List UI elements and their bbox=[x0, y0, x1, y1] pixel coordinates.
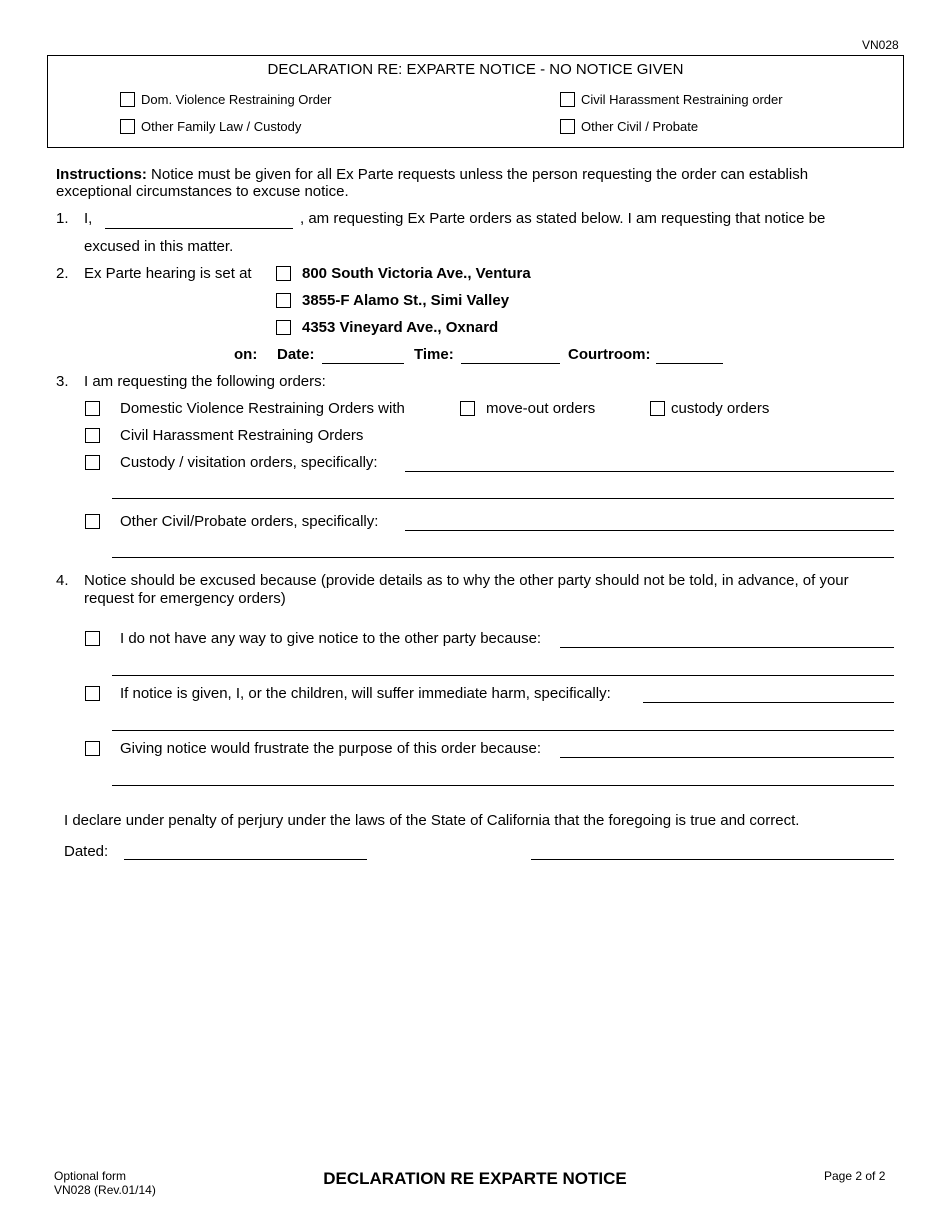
instructions-line2: exceptional circumstances to excuse notice. bbox=[56, 183, 349, 200]
civil-harassment-orders-checkbox[interactable] bbox=[85, 428, 100, 443]
oxnard-location: 4353 Vineyard Ave., Oxnard bbox=[302, 319, 499, 336]
civil-harassment-label: Civil Harassment Restraining order bbox=[581, 92, 783, 107]
footer-title: DECLARATION RE EXPARTE NOTICE bbox=[323, 1169, 627, 1188]
on-label: on: bbox=[234, 346, 258, 363]
custody-visitation-field[interactable] bbox=[405, 471, 894, 472]
custody-orders-label: custody orders bbox=[671, 400, 770, 417]
custody-visitation-checkbox[interactable] bbox=[85, 455, 100, 470]
footer-revision: VN028 (Rev.01/14) bbox=[54, 1183, 156, 1197]
dated-field[interactable] bbox=[124, 859, 367, 860]
simi-valley-location: 3855-F Alamo St., Simi Valley bbox=[302, 292, 510, 309]
form-title: DECLARATION RE: EXPARTE NOTICE - NO NOTICE GIVEN bbox=[267, 61, 684, 78]
item4-number: 4. bbox=[56, 572, 69, 589]
requester-name-field[interactable] bbox=[105, 228, 293, 229]
ventura-location: 800 South Victoria Ave., Ventura bbox=[302, 265, 531, 282]
hearing-time-field[interactable] bbox=[461, 363, 560, 364]
custody-visitation-field-2[interactable] bbox=[112, 498, 894, 499]
oxnard-checkbox[interactable] bbox=[276, 320, 291, 335]
civil-harassment-checkbox[interactable] bbox=[560, 92, 575, 107]
civil-harassment-orders-label: Civil Harassment Restraining Orders bbox=[120, 427, 364, 444]
item4-line1: Notice should be excused because (provide details as to why the other party should not be told, in advance, of your bbox=[84, 572, 849, 589]
custody-orders-checkbox[interactable] bbox=[650, 401, 665, 416]
footer-optional: Optional form bbox=[54, 1169, 127, 1183]
form-code: VN028 bbox=[862, 38, 899, 52]
item1-text-cont: excused in this matter. bbox=[84, 238, 234, 255]
frustrate-purpose-label: Giving notice would frustrate the purpose of this order because: bbox=[120, 740, 542, 757]
hearing-date-field[interactable] bbox=[322, 363, 404, 364]
no-way-label: I do not have any way to give notice to the other party because: bbox=[120, 630, 542, 647]
immediate-harm-checkbox[interactable] bbox=[85, 686, 100, 701]
hearing-label: Ex Parte hearing is set at bbox=[84, 265, 252, 282]
immediate-harm-label: If notice is given, I, or the children, will suffer immediate harm, specifically: bbox=[120, 685, 611, 702]
custody-visitation-label: Custody / visitation orders, specifically: bbox=[120, 454, 378, 471]
date-label: Date: bbox=[277, 346, 315, 363]
frustrate-purpose-field-2[interactable] bbox=[112, 785, 894, 786]
frustrate-purpose-field[interactable] bbox=[560, 757, 894, 758]
dv-orders-checkbox[interactable] bbox=[85, 401, 100, 416]
simi-valley-checkbox[interactable] bbox=[276, 293, 291, 308]
other-civil-field-2[interactable] bbox=[112, 557, 894, 558]
item1-prefix: I, bbox=[84, 210, 93, 227]
family-law-label: Other Family Law / Custody bbox=[141, 119, 302, 134]
dv-orders-label: Domestic Violence Restraining Orders with bbox=[120, 400, 405, 417]
item4-line2: request for emergency orders) bbox=[84, 590, 286, 607]
instructions-line1: Instructions: Notice must be given for all Ex Parte requests unless the person requesting the order can establish bbox=[56, 166, 809, 183]
ventura-checkbox[interactable] bbox=[276, 266, 291, 281]
move-out-checkbox[interactable] bbox=[460, 401, 475, 416]
courtroom-label: Courtroom: bbox=[568, 346, 651, 363]
frustrate-purpose-checkbox[interactable] bbox=[85, 741, 100, 756]
dv-restraining-label: Dom. Violence Restraining Order bbox=[141, 92, 332, 107]
courtroom-field[interactable] bbox=[656, 363, 723, 364]
item1-number: 1. bbox=[56, 210, 69, 227]
immediate-harm-field[interactable] bbox=[643, 702, 894, 703]
item3-number: 3. bbox=[56, 373, 69, 390]
immediate-harm-field-2[interactable] bbox=[112, 730, 894, 731]
other-civil-label: Other Civil/Probate orders, specifically: bbox=[120, 513, 379, 530]
no-way-field-2[interactable] bbox=[112, 675, 894, 676]
orders-label: I am requesting the following orders: bbox=[84, 373, 326, 390]
instructions-label: Instructions: bbox=[56, 166, 147, 183]
dated-label: Dated: bbox=[64, 843, 109, 860]
civil-probate-label: Other Civil / Probate bbox=[581, 119, 699, 134]
page-number: Page 2 of 2 bbox=[824, 1169, 886, 1183]
family-law-checkbox[interactable] bbox=[120, 119, 135, 134]
move-out-label: move-out orders bbox=[486, 400, 596, 417]
time-label: Time: bbox=[414, 346, 454, 363]
dv-restraining-checkbox[interactable] bbox=[120, 92, 135, 107]
no-way-checkbox[interactable] bbox=[85, 631, 100, 646]
perjury-declaration: I declare under penalty of perjury under the laws of the State of California that the foregoing is true and correct. bbox=[64, 812, 800, 829]
signature-field[interactable] bbox=[531, 859, 894, 860]
civil-probate-checkbox[interactable] bbox=[560, 119, 575, 134]
other-civil-field[interactable] bbox=[405, 530, 894, 531]
other-civil-checkbox[interactable] bbox=[85, 514, 100, 529]
item2-number: 2. bbox=[56, 265, 69, 282]
item1-text: , am requesting Ex Parte orders as stated below. I am requesting that notice be bbox=[300, 210, 826, 227]
no-way-field[interactable] bbox=[560, 647, 894, 648]
